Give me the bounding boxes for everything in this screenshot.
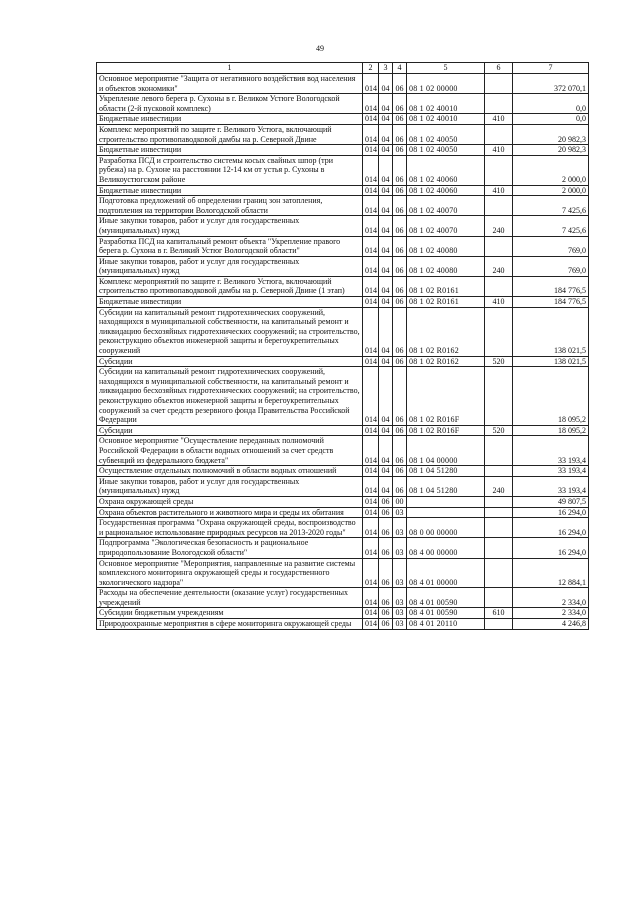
row-target-code: 08 4 01 00590 [407,608,485,619]
row-name: Осуществление отдельных полномочий в области водных отношений [97,466,363,477]
row-section-code: 06 [379,588,393,608]
row-section-code: 04 [379,367,393,426]
row-amount: 138 021,5 [513,307,589,356]
row-section-code: 04 [379,236,393,256]
row-target-code: 08 1 04 51280 [407,466,485,477]
row-amount: 33 193,4 [513,466,589,477]
row-name: Субсидии [97,425,363,436]
row-ministry-code: 014 [363,297,379,308]
row-section-code: 04 [379,155,393,185]
row-expense-type: 410 [485,185,513,196]
row-name: Субсидии [97,356,363,367]
row-ministry-code: 014 [363,367,379,426]
row-expense-type [485,518,513,538]
row-name: Разработка ПСД и строительство системы косых свайных шпор (три рубежа) на р. Сухоне на расстоянии 12-14 км от устья р. Сухоны в Великоустюгском районе [97,155,363,185]
row-subsection-code: 06 [393,307,407,356]
row-section-code: 04 [379,185,393,196]
row-target-code: 08 1 04 00000 [407,436,485,466]
row-target-code: 08 1 02 40080 [407,236,485,256]
row-amount: 184 776,5 [513,297,589,308]
row-ministry-code: 014 [363,216,379,236]
row-section-code: 04 [379,425,393,436]
row-section-code: 04 [379,216,393,236]
row-ministry-code: 014 [363,608,379,619]
row-target-code: 08 1 02 R0162 [407,307,485,356]
row-ministry-code: 014 [363,114,379,125]
row-expense-type: 520 [485,356,513,367]
row-expense-type: 610 [485,608,513,619]
row-subsection-code: 00 [393,496,407,507]
row-ministry-code: 014 [363,619,379,630]
row-expense-type [485,466,513,477]
row-ministry-code: 014 [363,256,379,276]
table-row [97,216,589,236]
row-section-code: 04 [379,297,393,308]
row-target-code [407,496,485,507]
row-amount: 372 070,1 [513,74,589,94]
row-name: Основное мероприятие "Защита от негативного воздействия вод населения и объектов экономики" [97,74,363,94]
row-name: Охрана окружающей среды [97,496,363,507]
table-row [97,297,589,308]
row-subsection-code: 06 [393,196,407,216]
row-name: Природоохранные мероприятия в сфере мониторинга окружающей среды [97,619,363,630]
row-amount: 20 982,3 [513,145,589,156]
row-target-code: 08 1 02 00000 [407,74,485,94]
row-subsection-code: 06 [393,476,407,496]
row-ministry-code: 014 [363,94,379,114]
row-ministry-code: 014 [363,538,379,558]
row-expense-type: 410 [485,145,513,156]
row-expense-type [485,124,513,144]
row-ministry-code: 014 [363,196,379,216]
row-amount: 49 807,5 [513,496,589,507]
row-amount: 16 294,0 [513,538,589,558]
row-expense-type [485,94,513,114]
row-amount: 7 425,6 [513,196,589,216]
row-amount: 7 425,6 [513,216,589,236]
row-amount: 138 021,5 [513,356,589,367]
row-amount: 33 193,4 [513,436,589,466]
row-target-code: 08 1 02 40010 [407,114,485,125]
row-ministry-code: 014 [363,476,379,496]
row-expense-type [485,276,513,296]
row-subsection-code: 06 [393,367,407,426]
row-subsection-code: 03 [393,558,407,588]
row-name: Бюджетные инвестиции [97,185,363,196]
budget-table [96,62,589,630]
row-subsection-code: 06 [393,124,407,144]
row-section-code: 04 [379,276,393,296]
row-subsection-code: 06 [393,236,407,256]
row-target-code: 08 1 02 40060 [407,185,485,196]
row-amount: 2 334,0 [513,588,589,608]
row-expense-type [485,307,513,356]
row-target-code: 08 1 02 40050 [407,145,485,156]
row-subsection-code: 03 [393,518,407,538]
row-section-code: 06 [379,518,393,538]
row-subsection-code: 03 [393,619,407,630]
table-row [97,436,589,466]
row-expense-type: 410 [485,114,513,125]
row-subsection-code: 03 [393,588,407,608]
row-subsection-code: 06 [393,216,407,236]
table-row [97,619,589,630]
row-name: Субсидии бюджетным учреждениям [97,608,363,619]
row-subsection-code: 06 [393,466,407,477]
row-section-code: 04 [379,94,393,114]
row-expense-type [485,74,513,94]
row-ministry-code: 014 [363,276,379,296]
row-expense-type [485,496,513,507]
table-header-row [97,63,589,74]
row-subsection-code: 06 [393,356,407,367]
header-col-1: 1 [97,63,363,74]
row-expense-type: 240 [485,256,513,276]
row-amount: 12 884,1 [513,558,589,588]
row-ministry-code: 014 [363,588,379,608]
row-section-code: 04 [379,196,393,216]
row-section-code: 06 [379,538,393,558]
table-row [97,155,589,185]
row-ministry-code: 014 [363,436,379,466]
row-target-code: 08 1 02 40010 [407,94,485,114]
row-target-code: 08 4 01 00590 [407,588,485,608]
row-section-code: 06 [379,507,393,518]
row-name: Бюджетные инвестиции [97,114,363,125]
row-target-code: 08 1 02 40080 [407,256,485,276]
row-name: Основное мероприятие "Мероприятия, направленные на развитие системы комплексного мониторинга окружающей среды и государственного экологического надзора" [97,558,363,588]
row-ministry-code: 014 [363,74,379,94]
row-ministry-code: 014 [363,425,379,436]
table-row [97,367,589,426]
row-section-code: 04 [379,356,393,367]
row-amount: 2 000,0 [513,155,589,185]
row-ministry-code: 014 [363,518,379,538]
row-amount: 18 095,2 [513,425,589,436]
row-target-code: 08 1 02 R0161 [407,276,485,296]
row-name: Укрепление левого берега р. Сухоны в г. Великом Устюге Вологодской области (2-й пусковой комплекс) [97,94,363,114]
row-target-code: 08 4 01 00000 [407,558,485,588]
table-row [97,507,589,518]
row-ministry-code: 014 [363,496,379,507]
header-col-7: 7 [513,63,589,74]
row-subsection-code: 06 [393,145,407,156]
row-name: Иные закупки товаров, работ и услуг для государственных (муниципальных) нужд [97,216,363,236]
row-section-code: 04 [379,466,393,477]
row-target-code: 08 1 02 R016F [407,425,485,436]
row-section-code: 06 [379,619,393,630]
row-expense-type [485,619,513,630]
row-amount: 33 193,4 [513,476,589,496]
row-section-code: 04 [379,256,393,276]
row-expense-type: 520 [485,425,513,436]
row-amount: 16 294,0 [513,507,589,518]
row-section-code: 04 [379,436,393,466]
row-subsection-code: 06 [393,94,407,114]
table-row [97,307,589,356]
table-row [97,276,589,296]
table-row [97,74,589,94]
row-target-code: 08 1 02 R0162 [407,356,485,367]
row-name: Комплекс мероприятий по защите г. Великого Устюга, включающий строительство противопаводковой дамбы на р. Северной Двине [97,124,363,144]
row-target-code: 08 1 04 51280 [407,476,485,496]
row-name: Подготовка предложений об определении границ зон затопления, подтопления на территории Вологодской области [97,196,363,216]
table-row [97,608,589,619]
row-ministry-code: 014 [363,155,379,185]
header-col-4: 4 [393,63,407,74]
row-ministry-code: 014 [363,507,379,518]
row-subsection-code: 06 [393,297,407,308]
row-target-code: 08 4 00 00000 [407,538,485,558]
row-subsection-code: 06 [393,276,407,296]
row-expense-type [485,436,513,466]
row-target-code: 08 4 01 20110 [407,619,485,630]
row-expense-type: 240 [485,216,513,236]
row-subsection-code: 06 [393,256,407,276]
row-subsection-code: 06 [393,74,407,94]
table-row [97,196,589,216]
row-amount: 0,0 [513,94,589,114]
row-ministry-code: 014 [363,466,379,477]
row-subsection-code: 06 [393,114,407,125]
row-name: Разработка ПСД на капитальный ремонт объекта "Укрепление правого берега р. Сухона в г. Великий Устюг Вологодской области" [97,236,363,256]
row-amount: 16 294,0 [513,518,589,538]
row-section-code: 04 [379,74,393,94]
page-number: 49 [316,44,324,53]
row-expense-type [485,558,513,588]
row-name: Субсидии на капитальный ремонт гидротехнических сооружений, находящихся в муниципальной собственности, на капитальный ремонт и ликвидацию бесхозяйных гидротехнических сооружений; на строительство, реконструкцию объектов инженерной защиты и берегоукрепительных сооружений [97,307,363,356]
row-name: Субсидии на капитальный ремонт гидротехнических сооружений, находящихся в муниципальной собственности, на капитальный ремонт и ликвидацию бесхозяйных гидротехнических сооружений; на строительство, реконструкцию объектов инженерной защиты и берегоукрепительных сооружений за счет средств резервного фонда Правительства Российской Федерации [97,367,363,426]
row-subsection-code: 03 [393,608,407,619]
row-ministry-code: 014 [363,185,379,196]
row-expense-type [485,507,513,518]
row-target-code: 08 0 00 00000 [407,518,485,538]
header-col-5: 5 [407,63,485,74]
row-name: Иные закупки товаров, работ и услуг для государственных (муниципальных) нужд [97,256,363,276]
row-expense-type [485,196,513,216]
row-ministry-code: 014 [363,558,379,588]
row-subsection-code: 03 [393,538,407,558]
row-amount: 2 000,0 [513,185,589,196]
row-subsection-code: 03 [393,507,407,518]
table-row [97,124,589,144]
row-section-code: 04 [379,114,393,125]
row-name: Подпрограмма "Экологическая безопасность и рациональное природопользование Вологодской области" [97,538,363,558]
row-expense-type: 410 [485,297,513,308]
table-row [97,145,589,156]
row-expense-type [485,538,513,558]
table-row [97,476,589,496]
row-target-code: 08 1 02 40070 [407,216,485,236]
table-row [97,236,589,256]
row-name: Бюджетные инвестиции [97,297,363,308]
row-amount: 2 334,0 [513,608,589,619]
row-name: Бюджетные инвестиции [97,145,363,156]
row-target-code [407,507,485,518]
row-section-code: 04 [379,307,393,356]
table-row [97,558,589,588]
row-name: Основное мероприятие "Осуществление переданных полномочий Российской Федерации в области водных отношений за счет средств субвенций из федерального бюджета" [97,436,363,466]
row-ministry-code: 014 [363,124,379,144]
table-row [97,496,589,507]
row-ministry-code: 014 [363,356,379,367]
row-expense-type: 240 [485,476,513,496]
row-ministry-code: 014 [363,307,379,356]
row-ministry-code: 014 [363,236,379,256]
row-section-code: 06 [379,608,393,619]
row-section-code: 04 [379,124,393,144]
table-row [97,466,589,477]
row-name: Расходы на обеспечение деятельности (оказание услуг) государственных учреждений [97,588,363,608]
row-name: Государственная программа "Охрана окружающей среды, воспроизводство и рациональное использование природных ресурсов на 2013-2020 годы" [97,518,363,538]
row-target-code: 08 1 02 40050 [407,124,485,144]
row-name: Охрана объектов растительного и животного мира и среды их обитания [97,507,363,518]
row-amount: 769,0 [513,236,589,256]
row-amount: 20 982,3 [513,124,589,144]
table-row [97,588,589,608]
row-section-code: 06 [379,496,393,507]
row-ministry-code: 014 [363,145,379,156]
row-amount: 4 246,8 [513,619,589,630]
row-subsection-code: 06 [393,425,407,436]
table-row [97,425,589,436]
row-target-code: 08 1 02 40060 [407,155,485,185]
row-expense-type [485,236,513,256]
row-subsection-code: 06 [393,436,407,466]
row-expense-type [485,367,513,426]
row-section-code: 04 [379,145,393,156]
row-amount: 769,0 [513,256,589,276]
row-subsection-code: 06 [393,155,407,185]
row-expense-type [485,588,513,608]
row-amount: 0,0 [513,114,589,125]
row-name: Комплекс мероприятий по защите г. Великого Устюга, включающий строительство противопаводковой дамбы на р. Северной Двине (1 этап) [97,276,363,296]
header-col-3: 3 [379,63,393,74]
table-row [97,185,589,196]
table-row [97,356,589,367]
row-section-code: 04 [379,476,393,496]
table-row [97,94,589,114]
header-col-6: 6 [485,63,513,74]
header-col-2: 2 [363,63,379,74]
row-target-code: 08 1 02 40070 [407,196,485,216]
row-name: Иные закупки товаров, работ и услуг для государственных (муниципальных) нужд [97,476,363,496]
row-target-code: 08 1 02 R0161 [407,297,485,308]
row-target-code: 08 1 02 R016F [407,367,485,426]
table-row [97,114,589,125]
row-section-code: 06 [379,558,393,588]
row-amount: 184 776,5 [513,276,589,296]
table-row [97,256,589,276]
table-row [97,538,589,558]
table-row [97,518,589,538]
row-subsection-code: 06 [393,185,407,196]
row-amount: 18 095,2 [513,367,589,426]
row-expense-type [485,155,513,185]
table-body [97,74,589,630]
